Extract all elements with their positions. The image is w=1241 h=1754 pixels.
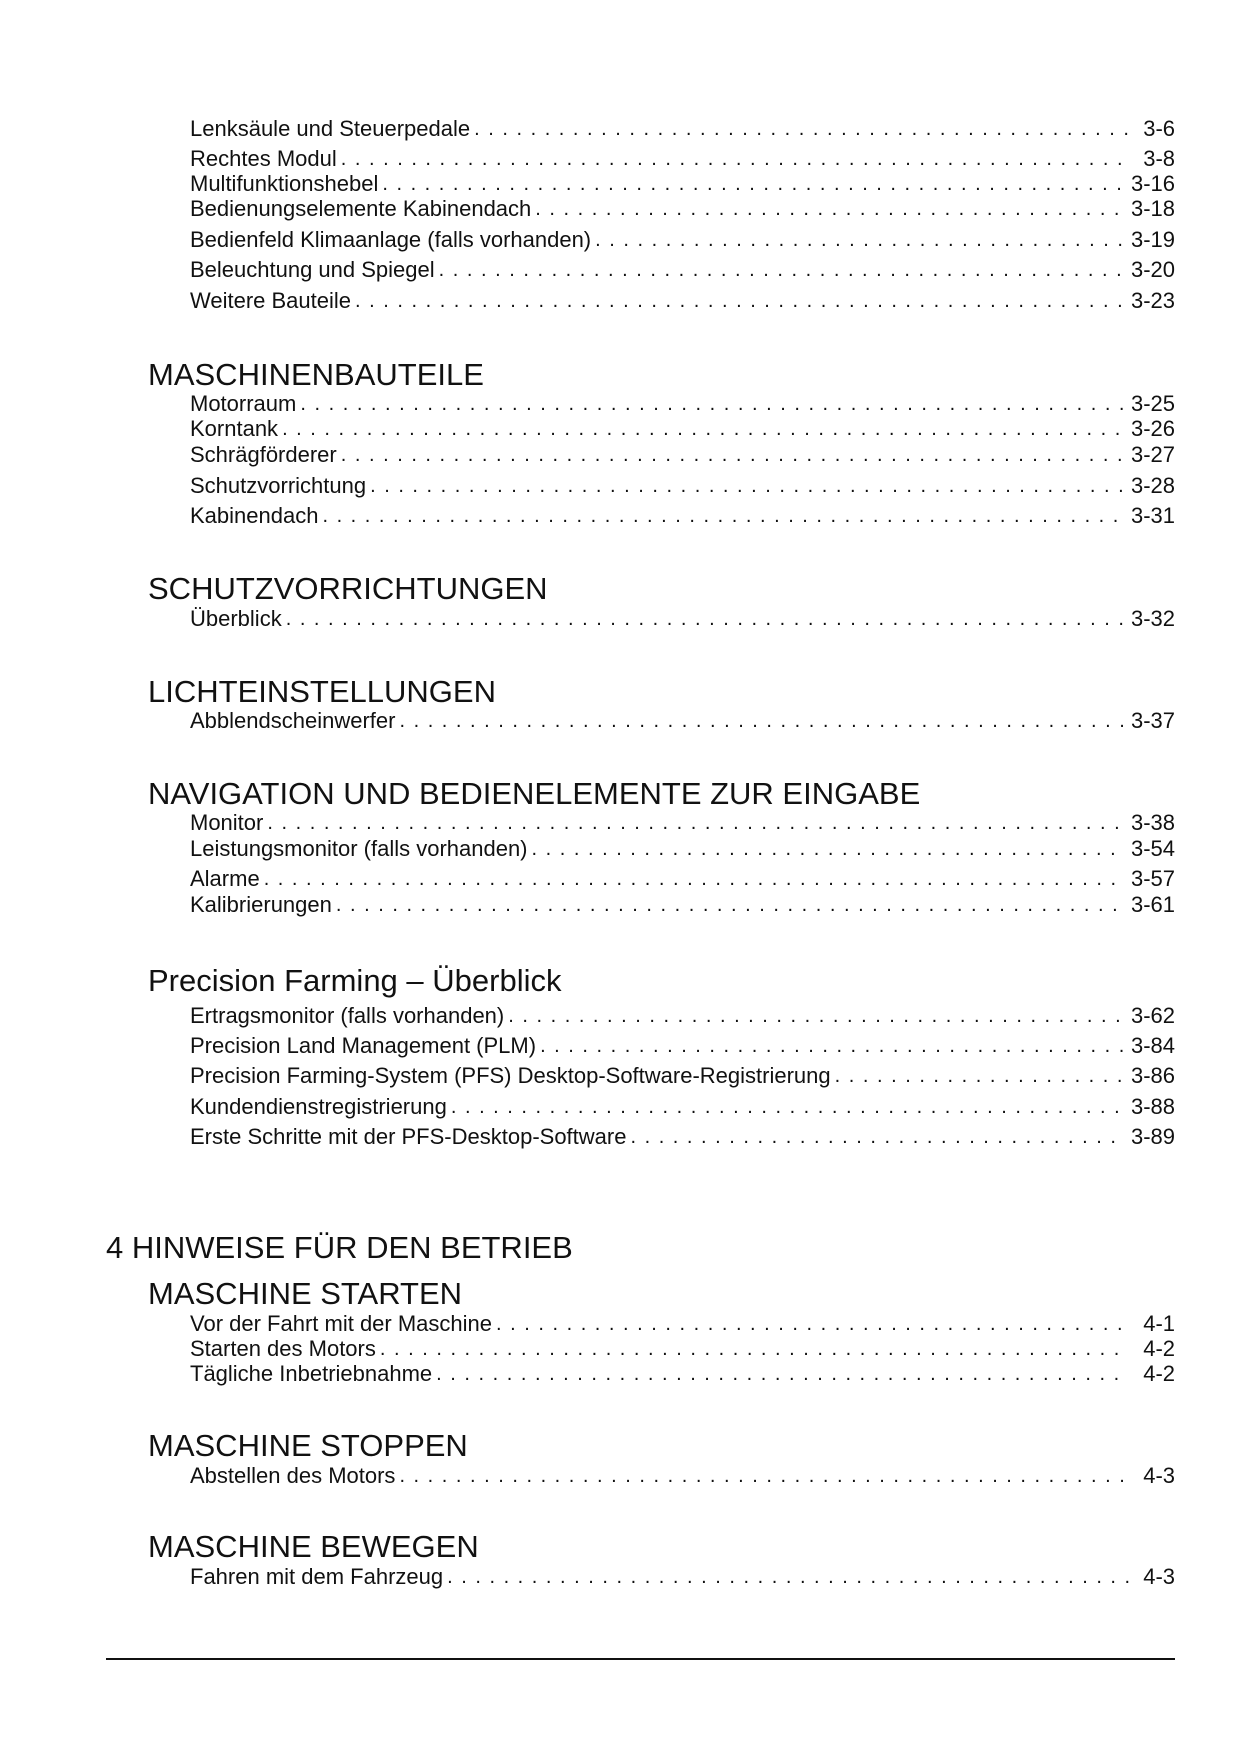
entry-page: 3-32 [1130,606,1175,631]
toc-entry[interactable] [190,257,1175,283]
entry-title: Korntank [190,416,279,441]
dot-leader [532,836,1125,862]
section-heading: LICHTEINSTELLUNGEN [148,674,496,709]
dot-leader [451,1094,1125,1120]
section-heading: MASCHINE STARTEN [148,1276,463,1311]
section-heading: NAVIGATION UND BEDIENELEMENTE ZUR EINGABE [148,776,921,811]
entry-page: 3-54 [1130,836,1175,861]
toc-entry[interactable] [190,1124,1175,1150]
entry-page: 3-18 [1130,196,1175,221]
entry-title: Tägliche Inbetriebnahme [190,1361,433,1386]
dot-leader [355,288,1125,314]
entry-page: 3-20 [1130,257,1175,282]
dot-leader [399,1463,1129,1489]
dot-leader [267,810,1125,836]
dot-leader [595,227,1125,253]
dot-leader [496,1311,1129,1337]
dot-leader [336,892,1125,918]
entry-title: Vor der Fahrt mit der Maschine [190,1311,493,1336]
entry-page: 3-89 [1130,1124,1175,1149]
entry-title: Schrägförderer [190,442,337,467]
entry-page: 3-19 [1130,227,1175,252]
section-heading: MASCHINE BEWEGEN [148,1529,479,1564]
toc-entry[interactable] [190,473,1175,499]
toc-entry[interactable] [190,1463,1175,1489]
entry-title: Weitere Bauteile [190,288,352,313]
entry-title: Schutzvorrichtung [190,473,367,498]
footer-rule [106,1658,1175,1660]
toc-entry[interactable] [190,1361,1175,1387]
dot-leader [341,442,1125,468]
toc-entry[interactable] [190,146,1175,172]
entry-title: Rechtes Modul [190,146,337,171]
entry-page: 4-2 [1143,1361,1175,1386]
dot-leader [447,1564,1129,1590]
dot-leader [380,1336,1129,1362]
dot-leader [382,171,1125,197]
toc-entry[interactable] [190,1063,1175,1089]
entry-page: 3-84 [1130,1033,1175,1058]
dot-leader [474,116,1129,142]
toc-entry[interactable] [190,442,1175,468]
toc-entry[interactable] [190,892,1175,918]
dot-leader [835,1063,1125,1089]
entry-title: Bedienungselemente Kabinendach [190,196,532,221]
toc-entry[interactable] [190,606,1175,632]
toc-entry[interactable] [190,810,1175,836]
entry-title: Abstellen des Motors [190,1463,396,1488]
toc-entry[interactable] [190,416,1175,442]
entry-title: Fahren mit dem Fahrzeug [190,1564,444,1589]
entry-page: 3-61 [1130,892,1175,917]
entry-title: Multifunktionshebel [190,171,379,196]
entry-title: Kabinendach [190,503,319,528]
entry-page: 3-28 [1130,473,1175,498]
entry-page: 3-38 [1130,810,1175,835]
entry-page: 3-57 [1130,866,1175,891]
entry-page: 3-26 [1130,416,1175,441]
toc-entry[interactable] [190,116,1175,142]
toc-entry[interactable] [190,391,1175,417]
entry-title: Kundendienstregistrierung [190,1094,447,1119]
toc-entry[interactable] [190,1311,1175,1337]
toc-entry[interactable] [190,1003,1175,1029]
entry-page: 3-37 [1130,708,1175,733]
entry-page: 4-2 [1143,1336,1175,1361]
entry-page: 3-88 [1130,1094,1175,1119]
toc-entry[interactable] [190,196,1175,222]
entry-page: 3-86 [1130,1063,1175,1088]
entry-title: Alarme [190,866,260,891]
dot-leader [535,196,1125,222]
section-heading: MASCHINENBAUTEILE [148,357,484,392]
toc-entry[interactable] [190,866,1175,892]
entry-title: Überblick [190,606,282,631]
dot-leader [630,1124,1124,1150]
entry-title: Beleuchtung und Spiegel [190,257,435,282]
toc-entry[interactable] [190,227,1175,253]
toc-entry[interactable] [190,1033,1175,1059]
entry-title: Kalibrierungen [190,892,332,917]
dot-leader [300,391,1125,417]
dot-leader [399,708,1124,734]
entry-title: Motorraum [190,391,297,416]
dot-leader [264,866,1125,892]
entry-title: Leistungsmonitor (falls vorhanden) [190,836,528,861]
dot-leader [286,606,1125,632]
dot-leader [508,1003,1125,1029]
entry-page: 3-62 [1130,1003,1175,1028]
entry-page: 4-1 [1143,1311,1175,1336]
entry-page: 3-8 [1143,146,1175,171]
entry-title: Monitor [190,810,264,835]
entry-page: 3-23 [1130,288,1175,313]
entry-title: Precision Farming-System (PFS) Desktop-Software-Registrierung [190,1063,831,1088]
entry-page: 4-3 [1143,1463,1175,1488]
dot-leader [439,257,1125,283]
toc-entry[interactable] [190,1094,1175,1120]
toc-entry[interactable] [190,288,1175,314]
dot-leader [370,473,1125,499]
section-heading: MASCHINE STOPPEN [148,1428,468,1463]
entry-title: Precision Land Management (PLM) [190,1033,537,1058]
dot-leader [282,416,1125,442]
entry-page: 3-6 [1143,116,1175,141]
entry-title: Lenksäule und Steuerpedale [190,116,471,141]
dot-leader [436,1361,1129,1387]
entry-page: 3-25 [1130,391,1175,416]
entry-title: Starten des Motors [190,1336,376,1361]
toc-entry[interactable] [190,171,1175,197]
entry-title: Erste Schritte mit der PFS-Desktop-Software [190,1124,627,1149]
entry-page: 3-27 [1130,442,1175,467]
section-heading: SCHUTZVORRICHTUNGEN [148,571,548,606]
entry-title: Abblendscheinwerfer [190,708,396,733]
dot-leader [341,146,1129,172]
entry-page: 3-16 [1130,171,1175,196]
toc-entry[interactable] [190,503,1175,529]
chapter-heading: 4 HINWEISE FÜR DEN BETRIEB [106,1230,573,1265]
toc-entry[interactable] [190,708,1175,734]
toc-entry[interactable] [190,1564,1175,1590]
section-heading: Precision Farming – Überblick [148,963,562,998]
dot-leader [322,503,1125,529]
entry-title: Bedienfeld Klimaanlage (falls vorhanden) [190,227,592,252]
entry-title: Ertragsmonitor (falls vorhanden) [190,1003,505,1028]
toc-entry[interactable] [190,1336,1175,1362]
dot-leader [540,1033,1125,1059]
entry-page: 4-3 [1143,1564,1175,1589]
toc-entry[interactable] [190,836,1175,862]
entry-page: 3-31 [1130,503,1175,528]
